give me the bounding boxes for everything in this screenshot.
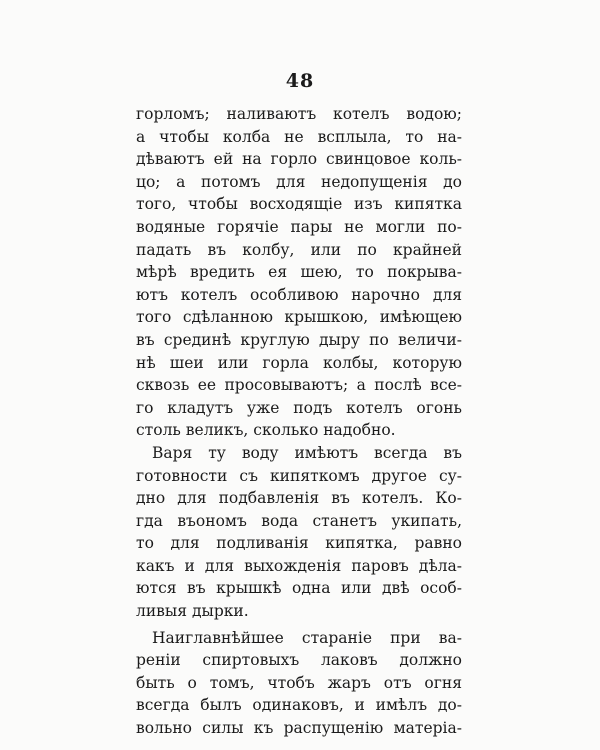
- text-line: ливыя дырки.: [136, 602, 249, 621]
- text-line: реніи спиртовыхъ лаковъ должно: [136, 651, 462, 670]
- text-line: нѣ шеи или горла колбы, которую: [136, 353, 462, 372]
- text-line: столь великъ, сколько надобно.: [136, 421, 396, 440]
- text-line: готовности съ кипяткомъ другое су-: [136, 466, 462, 485]
- text-line: падать въ колбу, или по крайней: [136, 240, 462, 259]
- text-line: вольно силы къ распущенію матеріа-: [136, 719, 462, 738]
- text-line: то для подливанія кипятка, равно: [136, 534, 462, 553]
- text-line: горломъ; наливаютъ котелъ водою;: [136, 105, 462, 123]
- text-line: дно для подбавленія въ котелъ. Ко-: [136, 489, 462, 508]
- text-line: быть о томъ, чтобъ жаръ отъ огня: [136, 673, 462, 692]
- text-line: того, чтобы восходящіе изъ кипятка: [136, 195, 462, 214]
- text-line: того сдѣланною крышкою, имѣющею: [136, 308, 462, 327]
- text-line: сквозь ее просовываютъ; а послѣ все-: [136, 376, 462, 395]
- text-line: Наиглавнѣйшее стараніе при ва-: [152, 628, 462, 647]
- text-line: водяные горячіе пары не могли по-: [136, 217, 462, 236]
- text-line: а чтобы колба не всплыла, то на-: [136, 127, 462, 146]
- body-text: [136, 103, 462, 740]
- text-line: какъ и для выхожденія паровъ дѣла-: [136, 556, 462, 575]
- page-number: 48: [285, 70, 315, 92]
- text-line: всегда былъ одинаковъ, и имѣлъ до-: [136, 696, 462, 715]
- text-line: цо; а потомъ для недопущенія до: [136, 172, 462, 191]
- text-line: ются въ крышкѣ одна или двѣ особ-: [136, 579, 462, 598]
- text-line: гда въономъ вода станетъ укипать,: [136, 511, 462, 530]
- text-line: въ срединѣ круглую дыру по величи-: [136, 330, 462, 349]
- text-line: ютъ котелъ особливою нарочно для: [136, 285, 462, 304]
- text-line: Варя ту воду имѣютъ всегда въ: [152, 443, 462, 462]
- text-line: мѣрѣ вредить ея шею, то покрыва-: [136, 263, 462, 282]
- text-line: дѣваютъ ей на горло свинцовое коль-: [136, 150, 462, 169]
- text-line: го кладутъ уже подъ котелъ огонь: [136, 398, 462, 417]
